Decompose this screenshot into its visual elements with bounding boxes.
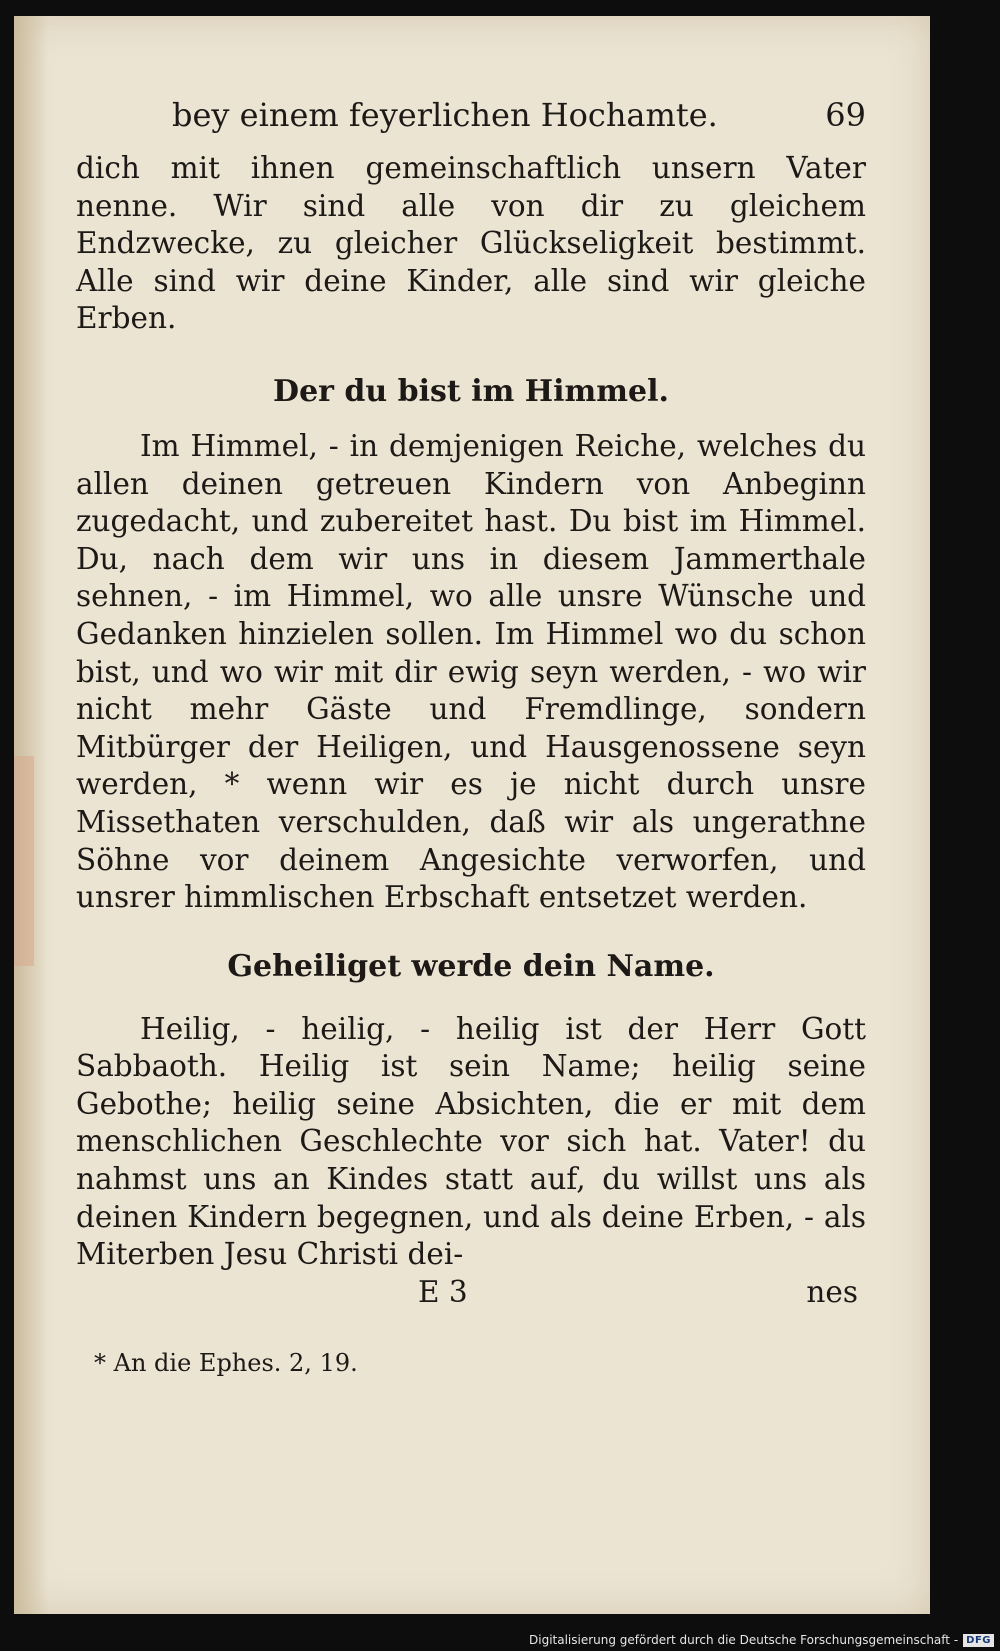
paragraph-heilig: Heilig, - heilig, - heilig ist der Herr Gott Sabbaoth. Heilig ist sein Name; heilig seine Gebothe; heilig seine Absichten, die er mit dem menschlichen Geschlechte vor sich hat. Vater! du nahmst uns an Kindes statt auf, du willst uns als deinen Kindern begegnen, und als deine Erben, - als Miterben Jesu Christi dei- [76,1011,866,1272]
paragraph-himmel: Im Himmel, - in demjenigen Reiche, welches du allen deinen getreuen Kindern von Anbeginn zugedacht, und zubereitet hast. Du bist im Himmel. Du, nach dem wir uns in diesem Jammerthale sehnen, - im Himmel, wo alle unsre Wünsche und Gedanken hinzielen sollen. Im Himmel wo du schon bist, und wo wir mit dir ewig seyn werden, - wo wir nicht mehr Gäste und Fremdlinge, sondern Mitbürger der Heiligen, und Hausgenossene seyn werden, * wenn wir es je nicht durch unsre Missethaten verschulden, daß wir als ungerathne Söhne vor deinem Angesichte verworfen, und unsrer himmlischen Erbschaft entsetzet werden. [76,428,866,915]
text-column [76,88,866,1378]
dfg-logo: DFG [963,1634,994,1647]
credit-text: Digitalisierung gefördert durch die Deutsche Forschungsgemeinschaft - [529,1633,959,1647]
paragraph-continued: dich mit ihnen gemeinschaftlich unsern Vater nenne. Wir sind alle von dir zu gleichem Endzwecke, zu gleicher Glückseligkeit bestimmt. Alle sind wir deine Kinder, alle sind wir gleiche Erben. [76,151,866,336]
footnote: * An die Ephes. 2, 19. [94,1348,358,1377]
running-title: bey einem feyerlichen Hochamte. [172,96,718,134]
page-stain [14,756,34,966]
section-heading-himmel: Der du bist im Himmel. [273,373,669,409]
digitization-credit [529,1633,994,1647]
book-page [14,16,930,1614]
signature-mark: E 3 [418,1274,468,1309]
catchword: nes [806,1274,858,1309]
running-head [76,88,866,150]
page-foot-row [76,1274,866,1312]
section-heading-name: Geheiliget werde dein Name. [227,948,715,984]
page-number: 69 [825,96,866,134]
